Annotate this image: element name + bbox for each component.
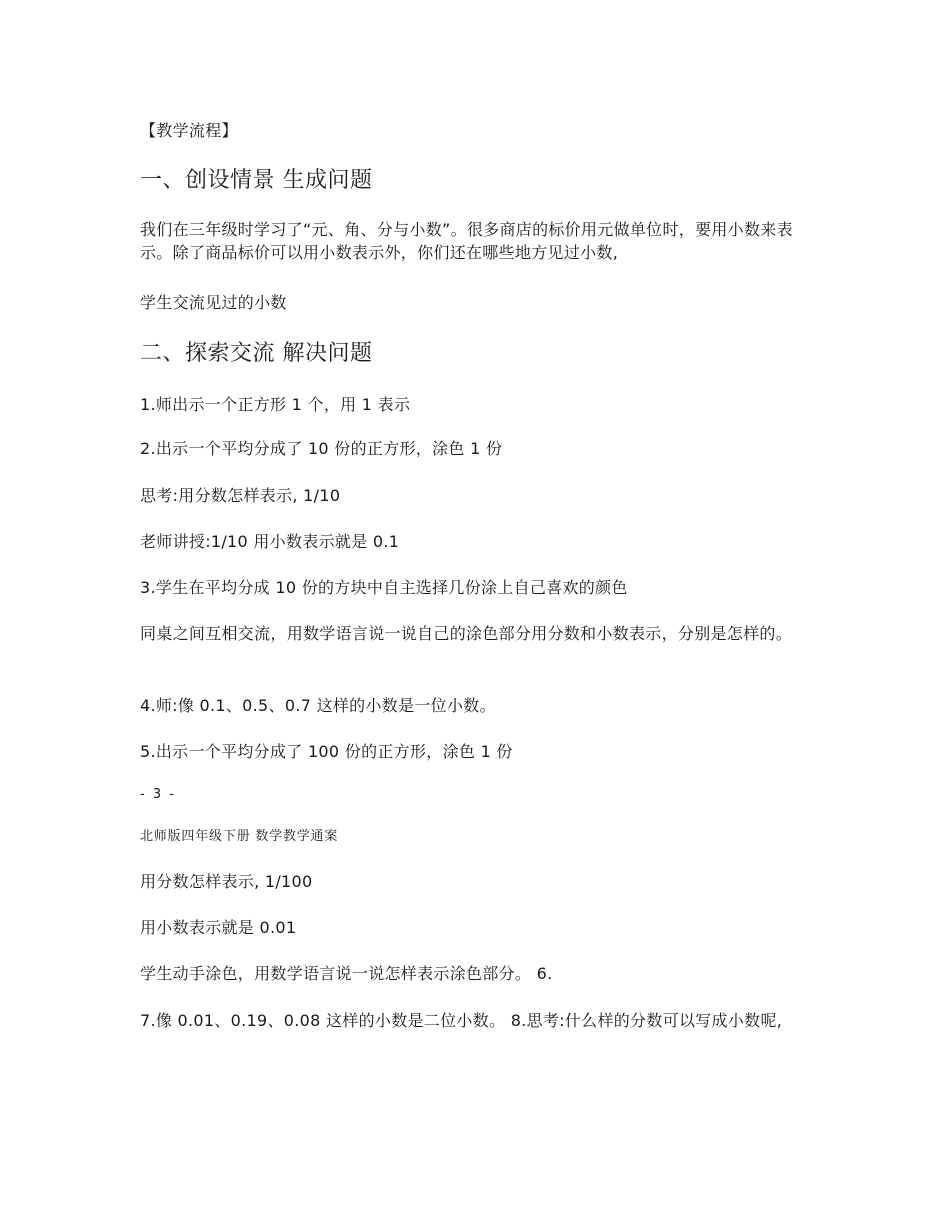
step-7-and-8: 7.像 0.01、0.19、0.08 这样的小数是二位小数。 8.思考:什么样的分数可以写成小数呢, — [140, 1011, 783, 1030]
paragraph-intro: 我们在三年级时学习了“元、角、分与小数”。很多商店的标价用元做单位时，要用小数来表示。除了商品标价可以用小数表示外，你们还在哪些地方见过小数, — [140, 220, 793, 262]
section-heading-2: 二、探索交流 解决问题 — [140, 341, 373, 366]
paragraph-coloring: 学生动手涂色，用数学语言说一说怎样表示涂色部分。 6. — [140, 964, 553, 983]
section-heading-1: 一、创设情景 生成问题 — [140, 168, 373, 193]
running-header: 北师版四年级下册 数学教学通案 — [140, 829, 339, 844]
step-5: 5.出示一个平均分成了 100 份的正方形，涂色 1 份 — [140, 742, 513, 761]
paragraph-student-exchange: 学生交流见过的小数 — [140, 293, 287, 312]
step-3: 3.学生在平均分成 10 份的方块中自主选择几份涂上自己喜欢的颜色 — [140, 578, 628, 597]
step-4: 4.师:像 0.1、0.5、0.7 这样的小数是一位小数。 — [140, 696, 496, 715]
step-2: 2.出示一个平均分成了 10 份的正方形，涂色 1 份 — [140, 439, 503, 458]
step-1: 1.师出示一个正方形 1 个，用 1 表示 — [140, 395, 411, 414]
think-fraction: 思考:用分数怎样表示, 1/10 — [140, 486, 341, 505]
page-number: - 3 - — [140, 787, 176, 802]
section-label: 【教学流程】 — [140, 121, 238, 140]
fraction-hundredth: 用分数怎样表示, 1/100 — [140, 872, 313, 891]
decimal-hundredth: 用小数表示就是 0.01 — [140, 918, 297, 937]
paragraph-peer-exchange: 同桌之间互相交流，用数学语言说一说自己的涂色部分用分数和小数表示，分别是怎样的。 — [140, 624, 793, 643]
teacher-explanation: 老师讲授:1/10 用小数表示就是 0.1 — [140, 532, 400, 551]
